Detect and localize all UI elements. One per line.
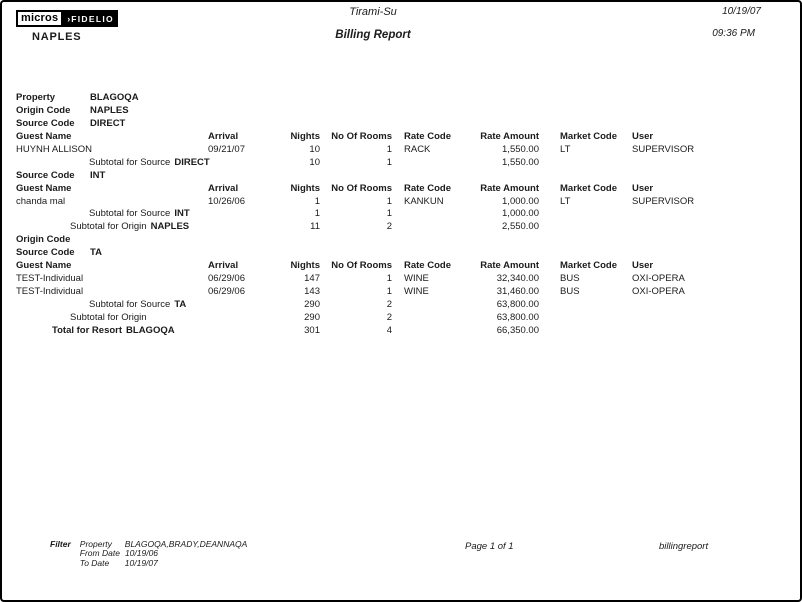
user-value: SUPERVISOR: [632, 143, 695, 155]
table-row-subtotal: [16, 221, 780, 234]
col-header-no-of-rooms: No Of Rooms: [331, 182, 392, 194]
rooms-value: 1: [386, 143, 392, 155]
subtotal-label: [16, 208, 280, 221]
subtotal-label: [16, 312, 280, 325]
table-row-header: [16, 131, 780, 144]
table-row-header: [16, 260, 780, 273]
nights-value: 1: [314, 195, 320, 207]
arrival-date: 10/26/06: [208, 195, 245, 207]
market-code-value: BUS: [560, 273, 580, 285]
guest-name: TEST-Individual: [16, 273, 84, 285]
subtotal-code: DIRECT: [174, 156, 210, 168]
col-header-rate-amount: Rate Amount: [480, 130, 539, 142]
col-header-no-of-rooms: No Of Rooms: [331, 130, 392, 142]
table-row-meta: [16, 247, 780, 260]
table-row-total: [16, 325, 780, 338]
filter-from-date-label: From Date: [79, 548, 120, 559]
user-value: SUPERVISOR: [632, 195, 695, 207]
fidelio-logo-text: FIDELIO: [71, 13, 114, 24]
total-code: BLAGOQA: [126, 324, 175, 336]
col-header-no-of-rooms: No Of Rooms: [331, 260, 392, 272]
market-code-value: LT: [560, 143, 571, 155]
page-number: Page 1 of 1: [465, 541, 514, 552]
meta-value: TA: [90, 247, 102, 259]
meta-label: Source Code: [16, 169, 75, 181]
total-label-text: Total for Resort: [52, 324, 123, 336]
filter-property-value: BLAGOQA,BRADY,DEANNAQA: [124, 539, 248, 549]
meta-value: INT: [90, 169, 106, 181]
subtotal-rooms: 1: [386, 208, 392, 220]
rate-code-value: KANKUN: [404, 195, 444, 207]
filter-to-date-label: To Date: [79, 557, 110, 568]
subtotal-nights: 1: [314, 208, 320, 220]
meta-label: Property: [16, 92, 56, 103]
subtotal-rooms: 2: [386, 299, 392, 310]
table-row-meta: [16, 92, 780, 105]
subtotal-nights: 290: [304, 311, 320, 323]
market-code-value: LT: [560, 195, 571, 207]
rate-amount-value: 32,340.00: [496, 273, 539, 285]
report-title: Billing Report: [335, 29, 411, 41]
market-code-value: BUS: [560, 286, 580, 298]
meta-value: DIRECT: [90, 117, 126, 129]
subtotal-rate-amount: 63,800.00: [496, 311, 539, 323]
table-row-subtotal: [16, 299, 780, 312]
rate-amount-value: 1,550.00: [502, 143, 539, 155]
guest-name: HUYNH ALLISON: [16, 143, 93, 155]
col-header-arrival: Arrival: [208, 182, 239, 194]
rate-code-value: WINE: [404, 286, 429, 298]
col-header-nights: Nights: [290, 260, 320, 272]
col-header-market-code: Market Code: [560, 182, 618, 194]
col-header-arrival: Arrival: [208, 130, 239, 142]
filter-label: Filter: [50, 539, 71, 549]
subtotal-code: INT: [174, 208, 190, 220]
table-row-header: [16, 183, 780, 196]
nights-value: 147: [304, 273, 320, 285]
subtotal-label-text: Subtotal for Source: [89, 156, 171, 168]
subtotal-rooms: 2: [386, 221, 392, 233]
filter-row-to-date: [80, 559, 248, 568]
rooms-value: 1: [386, 195, 392, 207]
col-header-guest-name: Guest Name: [16, 130, 72, 142]
report-table: [2, 92, 800, 338]
user-value: OXI-OPERA: [632, 286, 685, 298]
col-header-nights: Nights: [290, 182, 320, 194]
col-header-market-code: Market Code: [560, 260, 618, 272]
subtotal-label-text: Subtotal for Source: [89, 208, 171, 220]
rooms-value: 1: [386, 286, 392, 298]
total-label: [16, 325, 280, 338]
col-header-guest-name: Guest Name: [16, 182, 72, 194]
subtotal-nights: 10: [309, 156, 320, 168]
col-header-rate-code: Rate Code: [404, 182, 451, 194]
print-time: 09:36 PM: [712, 28, 755, 39]
meta-label: Source Code: [16, 247, 75, 259]
arrival-date: 06/29/06: [208, 286, 245, 298]
arrival-date: 09/21/07: [208, 143, 245, 155]
col-header-user: User: [632, 260, 654, 272]
subtotal-rooms: 2: [386, 311, 392, 323]
subtotal-label: [16, 299, 280, 312]
col-header-rate-amount: Rate Amount: [480, 260, 539, 272]
guest-name: TEST-Individual: [16, 286, 84, 298]
subtotal-label: [16, 157, 280, 170]
meta-label: Origin Code: [16, 234, 71, 246]
table-row-meta: [16, 118, 780, 131]
col-header-market-code: Market Code: [560, 130, 618, 142]
col-header-nights: Nights: [290, 130, 320, 142]
subtotal-code: NAPLES: [150, 221, 190, 233]
arrow-right-icon: ›: [67, 13, 71, 24]
subtotal-rooms: 1: [386, 156, 392, 168]
table-row-meta: [16, 234, 780, 247]
report-file-name: billingreport: [659, 541, 709, 552]
filter-from-date-value: 10/19/06: [124, 548, 159, 559]
subtotal-rate-amount: 2,550.00: [502, 221, 539, 233]
subtotal-label-text: Subtotal for Origin: [70, 221, 147, 233]
subtotal-rate-amount: 63,800.00: [496, 299, 539, 310]
footer-filter: [50, 540, 247, 568]
col-header-user: User: [632, 130, 654, 142]
total-rooms: 4: [386, 324, 392, 336]
table-row-subtotal: [16, 157, 780, 170]
meta-value: BLAGOQA: [90, 92, 139, 103]
print-date: 10/19/07: [722, 6, 761, 17]
report-name: Tirami-Su: [349, 6, 397, 18]
table-row-data: [16, 196, 780, 209]
total-nights: 301: [304, 324, 320, 336]
meta-label: Source Code: [16, 117, 75, 129]
meta-value: NAPLES: [90, 104, 129, 116]
rate-amount-value: 1,000.00: [502, 195, 539, 207]
filter-property-label: Property: [79, 539, 112, 549]
subtotal-label: [16, 221, 280, 234]
report-header-center: [2, 6, 744, 41]
col-header-arrival: Arrival: [208, 260, 239, 272]
subtotal-rate-amount: 1,000.00: [502, 208, 539, 220]
filter-to-date-value: 10/19/07: [124, 557, 158, 568]
table-row-meta: [16, 105, 780, 118]
subtotal-nights: 290: [304, 299, 320, 310]
total-rate-amount: 66,350.00: [496, 324, 539, 336]
property-name-heading: NAPLES: [32, 31, 82, 43]
user-value: OXI-OPERA: [632, 273, 685, 285]
col-header-rate-code: Rate Code: [404, 260, 451, 272]
subtotal-nights: 11: [310, 221, 320, 233]
col-header-guest-name: Guest Name: [16, 260, 72, 272]
rate-amount-value: 31,460.00: [496, 286, 539, 298]
rate-code-value: WINE: [404, 273, 429, 285]
filter-rows: [80, 540, 248, 568]
nights-value: 10: [309, 143, 320, 155]
arrival-date: 06/29/06: [208, 273, 245, 285]
nights-value: 143: [304, 286, 320, 298]
table-row-subtotal: [16, 312, 780, 325]
subtotal-label-text: Subtotal for Origin: [70, 311, 147, 323]
rate-code-value: RACK: [404, 143, 431, 155]
rooms-value: 1: [386, 273, 392, 285]
micros-logo-text: micros: [16, 10, 63, 27]
table-row-meta: [16, 170, 780, 183]
table-row-data: [16, 144, 780, 157]
subtotal-code: TA: [174, 299, 187, 310]
table-row-data: [16, 286, 780, 299]
meta-label: Origin Code: [16, 104, 71, 116]
col-header-rate-amount: Rate Amount: [480, 182, 539, 194]
subtotal-label-text: Subtotal for Source: [89, 299, 171, 310]
col-header-rate-code: Rate Code: [404, 130, 451, 142]
table-row-subtotal: [16, 208, 780, 221]
table-row-data: [16, 273, 780, 286]
col-header-user: User: [632, 182, 654, 194]
guest-name: chanda mal: [16, 195, 66, 207]
subtotal-rate-amount: 1,550.00: [502, 156, 539, 168]
